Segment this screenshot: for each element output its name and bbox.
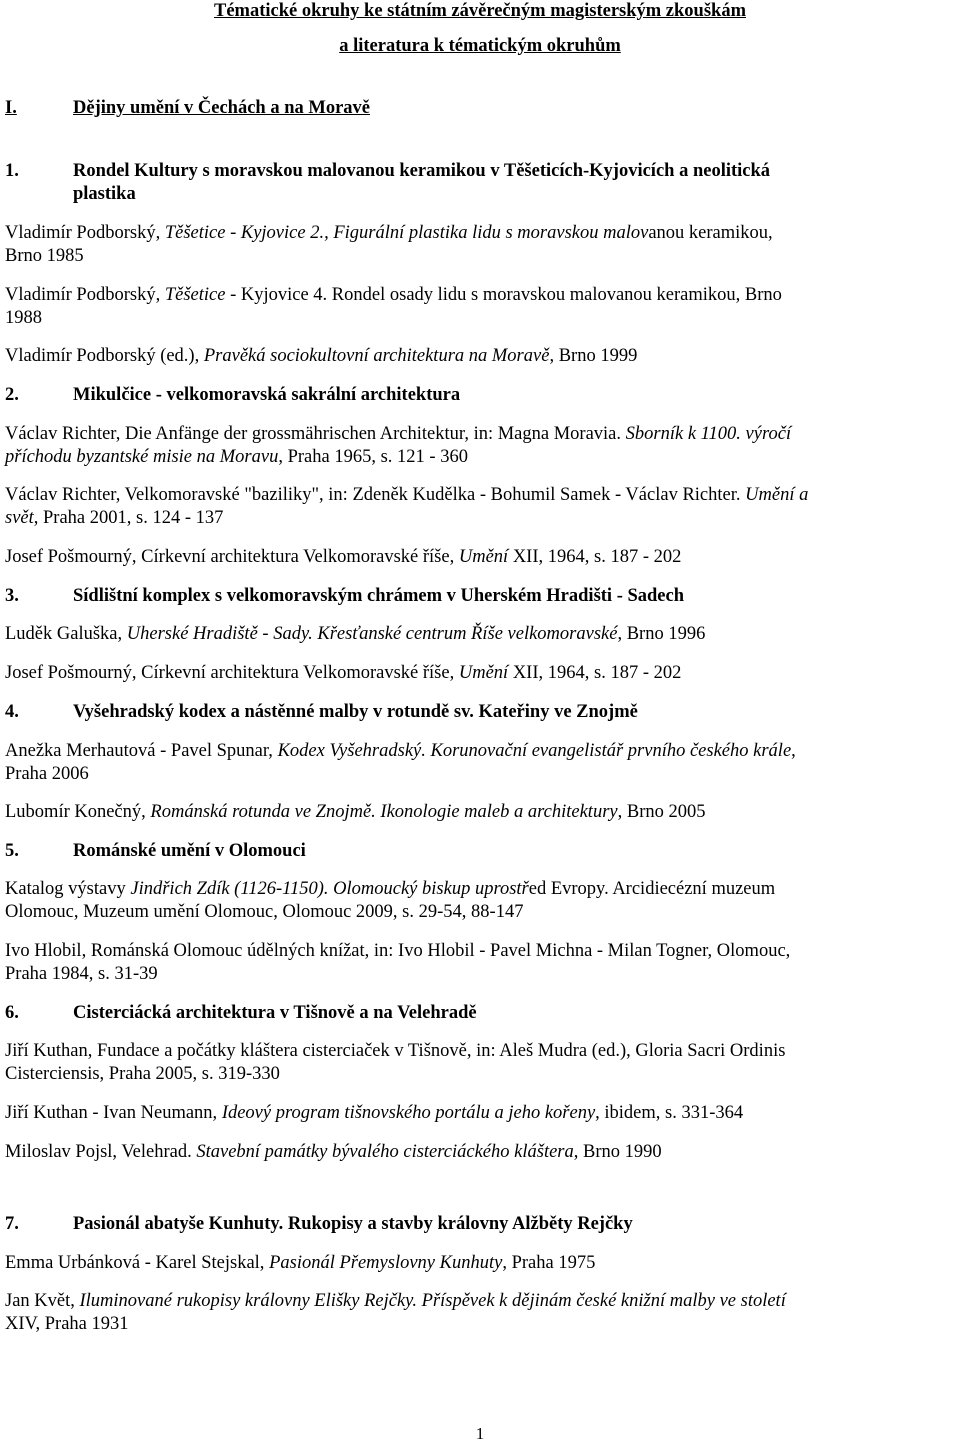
section-2-heading: 2. Mikulčice - velkomoravská sakrální architektura bbox=[5, 385, 461, 405]
reference-1-1: Vladimír Podborský, Těšetice - Kyjovice 2., Figurální plastika lidu s moravskou malovanou keramikou, bbox=[5, 223, 773, 243]
reference-1-2-cont: 1988 bbox=[5, 308, 42, 328]
document-title-line-2: a literatura k tématickým okruhům bbox=[339, 36, 621, 56]
reference-2-3: Josef Pošmourný, Církevní architektura Velkomoravské říše, Umění XII, 1964, s. 187 - 202 bbox=[5, 547, 682, 567]
reference-4-1-cont: Praha 2006 bbox=[5, 764, 89, 784]
section-title: Rondel Kultury s moravskou malovanou keramikou v Těšeticích-Kyjovicích a neolitická bbox=[73, 161, 771, 181]
section-7-heading: 7. Pasionál abatyše Kunhuty. Rukopisy a stavby královny Alžběty Rejčky bbox=[5, 1214, 633, 1234]
reference-5-1: Katalog výstavy Jindřich Zdík (1126-1150). Olomoucký biskup uprostřed Evropy. Arcidiecézní muzeum bbox=[5, 879, 776, 899]
section-1-heading-cont: plastika bbox=[73, 184, 136, 204]
reference-2-1-cont: příchodu byzantské misie na Moravu, Praha 1965, s. 121 - 360 bbox=[5, 447, 468, 467]
reference-2-2: Václav Richter, Velkomoravské "baziliky", in: Zdeněk Kudělka - Bohumil Samek - Václav Richter. Umění a bbox=[5, 485, 809, 505]
reference-5-2: Ivo Hlobil, Románská Olomouc údělných knížat, in: Ivo Hlobil - Pavel Michna - Milan Togner, Olomouc, bbox=[5, 941, 791, 961]
section-4-heading: 4. Vyšehradský kodex a nástěnné malby v rotundě sv. Kateřiny ve Znojmě bbox=[5, 702, 638, 722]
reference-6-2: Jiří Kuthan - Ivan Neumann, Ideový program tišnovského portálu a jeho kořeny, ibidem, s. 331-364 bbox=[5, 1103, 744, 1123]
part-heading bbox=[5, 97, 954, 120]
reference-3-1: Luděk Galuška, Uherské Hradiště - Sady. Křesťanské centrum Říše velkomoravské, Brno 1996 bbox=[5, 624, 706, 644]
reference-6-1-cont: Cisterciensis, Praha 2005, s. 319-330 bbox=[5, 1064, 280, 1084]
page-number: 1 bbox=[475, 1424, 485, 1443]
reference-5-2-cont: Praha 1984, s. 31-39 bbox=[5, 964, 158, 984]
part-title: Dějiny umění v Čechách a na Moravě bbox=[73, 98, 370, 118]
part-number: I. bbox=[5, 98, 17, 118]
section-1-heading bbox=[5, 160, 954, 183]
section-3-heading: 3. Sídlištní komplex s velkomoravským chrámem v Uherském Hradišti - Sadech bbox=[5, 586, 685, 606]
reference-2-2-cont: svět, Praha 2001, s. 124 - 137 bbox=[5, 508, 224, 528]
reference-2-1: Václav Richter, Die Anfänge der grossmährischen Architektur, in: Magna Moravia. Sborník k 1100. výročí bbox=[5, 424, 792, 444]
reference-1-2: Vladimír Podborský, Těšetice - Kyjovice 4. Rondel osady lidu s moravskou malovanou keramikou, Brno bbox=[5, 285, 782, 305]
reference-6-1: Jiří Kuthan, Fundace a počátky kláštera cisterciaček v Tišnově, in: Aleš Mudra (ed.), Gloria Sacri Ordinis bbox=[5, 1041, 786, 1061]
reference-3-2: Josef Pošmourný, Církevní architektura Velkomoravské říše, Umění XII, 1964, s. 187 - 202 bbox=[5, 663, 682, 683]
reference-5-1-cont: Olomouc, Muzeum umění Olomouc, Olomouc 2009, s. 29-54, 88-147 bbox=[5, 902, 524, 922]
reference-7-2: Jan Květ, Iluminované rukopisy královny Elišky Rejčky. Příspěvek k dějinám české knižní malby ve století bbox=[5, 1291, 786, 1311]
section-number: 1. bbox=[5, 161, 19, 181]
reference-4-1: Anežka Merhautová - Pavel Spunar, Kodex Vyšehradský. Korunovační evangelistář prvního českého krále, bbox=[5, 741, 796, 761]
reference-6-3: Miloslav Pojsl, Velehrad. Stavební památky bývalého cisterciáckého kláštera, Brno 1990 bbox=[5, 1142, 662, 1162]
reference-7-2-cont: XIV, Praha 1931 bbox=[5, 1314, 129, 1334]
reference-4-2: Lubomír Konečný, Románská rotunda ve Znojmě. Ikonologie maleb a architektury, Brno 2005 bbox=[5, 802, 706, 822]
document-title-line-1: Tématické okruhy ke státním závěrečným magisterským zkouškám bbox=[213, 1, 746, 21]
reference-7-1: Emma Urbánková - Karel Stejskal, Pasionál Přemyslovny Kunhuty, Praha 1975 bbox=[5, 1253, 596, 1273]
section-6-heading: 6. Cisterciácká architektura v Tišnově a na Velehradě bbox=[5, 1003, 477, 1023]
section-5-heading: 5. Románské umění v Olomouci bbox=[5, 841, 306, 861]
reference-1-1-cont: Brno 1985 bbox=[5, 246, 84, 266]
reference-1-3: Vladimír Podborský (ed.), Pravěká sociokultovní architektura na Moravě, Brno 1999 bbox=[5, 346, 638, 366]
